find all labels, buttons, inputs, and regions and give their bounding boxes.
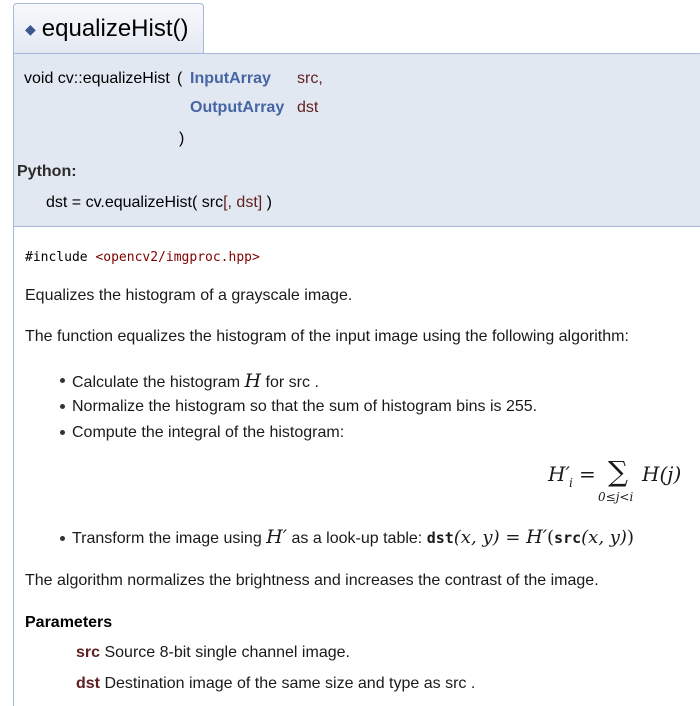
bullet-4 bbox=[60, 536, 65, 541]
param-name-src: src, bbox=[297, 70, 323, 87]
function-prototype bbox=[13, 53, 700, 227]
include-file-link[interactable]: <opencv2/imgproc.hpp> bbox=[95, 250, 260, 265]
param-name-dst: dst bbox=[297, 99, 319, 116]
step-1: Calculate the histogram H for src . bbox=[72, 370, 319, 392]
function-description: #include <opencv2/imgproc.hpp> Equalizes the histogram of a grayscale image. The function equalizes the histogram of the input image using the following algorithm: Calculate the histogram H for src . Normalize the histogram so that the sum of histogram bins is 255. Compute the integral of the histogram: H′ i = ∑ 0≤j<i H(j) Transform the image using H′ as a look-up table: dst(x, y) = H′(src(x, y)) The algorithm normalizes the brightness and increases the contrast of the image. Parameters src Source 8-bit single channel image. dst Destination image of the same size and type as src . bbox=[13, 226, 700, 706]
param-type-inputarray-link[interactable]: InputArray bbox=[190, 70, 271, 87]
python-signature: dst = cv.equalizeHist( src[, dst] ) bbox=[46, 194, 272, 211]
step-3: Compute the integral of the histogram: bbox=[72, 424, 345, 441]
step-4: Transform the image using H′ as a look-up table: dst(x, y) = H′(src(x, y)) bbox=[72, 526, 634, 548]
summary-text: Equalizes the histogram of a grayscale image. bbox=[25, 287, 353, 304]
return-type-and-name: void cv::equalizeHist bbox=[24, 70, 170, 87]
open-paren: ( bbox=[177, 70, 183, 87]
bullet-2 bbox=[60, 404, 65, 409]
function-title: equalizeHist() bbox=[41, 15, 189, 42]
parameters-heading: Parameters bbox=[25, 614, 113, 631]
parameter-src: src Source 8-bit single channel image. bbox=[76, 644, 350, 661]
intro-text: The function equalizes the histogram of the input image using the following algorithm: bbox=[25, 328, 629, 345]
diamond-icon: ◆ bbox=[25, 20, 36, 37]
close-paren: ) bbox=[179, 130, 185, 147]
function-title-tab bbox=[13, 3, 204, 54]
python-label: Python: bbox=[17, 163, 77, 180]
param-type-outputarray-link[interactable]: OutputArray bbox=[190, 99, 285, 116]
include-directive: #include <opencv2/imgproc.hpp> bbox=[25, 250, 260, 265]
parameter-dst: dst Destination image of the same size and type as src . bbox=[76, 675, 476, 692]
bullet-3 bbox=[60, 430, 65, 435]
bullet-1 bbox=[60, 378, 65, 383]
closing-text: The algorithm normalizes the brightness and increases the contrast of the image. bbox=[25, 572, 599, 589]
step-2: Normalize the histogram so that the sum of histogram bins is 255. bbox=[72, 398, 538, 415]
